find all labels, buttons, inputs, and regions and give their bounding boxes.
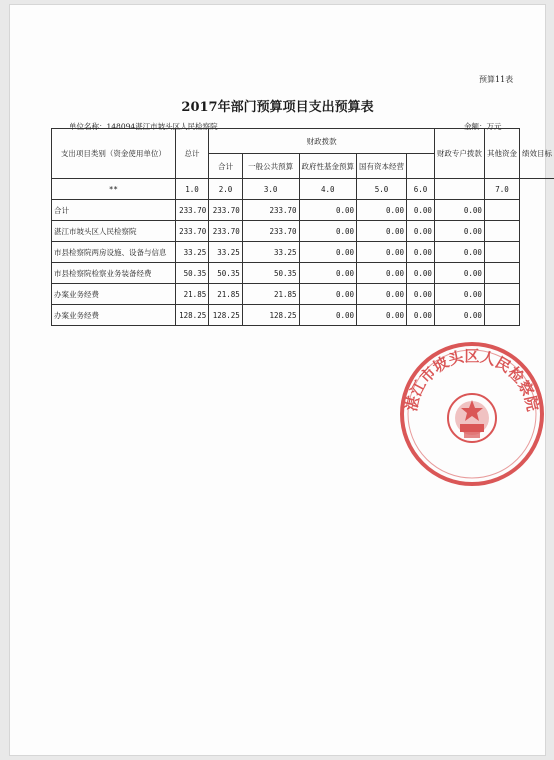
row-name: 湛江市坡头区人民检察院 — [52, 221, 176, 242]
code-cell: 4.0 — [299, 179, 357, 200]
cell-general: 233.70 — [242, 200, 299, 221]
code-cell: 1.0 — [175, 179, 209, 200]
code-cell — [434, 179, 484, 200]
cell-special: 0.00 — [407, 263, 435, 284]
row-name: 合计 — [52, 200, 176, 221]
cell-perf — [484, 284, 519, 305]
cell-gov-fund: 0.00 — [299, 200, 357, 221]
cell-total: 128.25 — [175, 305, 209, 326]
table-row — [52, 200, 554, 221]
code-cell: 5.0 — [357, 179, 407, 200]
header-row-1 — [52, 129, 554, 154]
cell-subtotal: 233.70 — [209, 200, 243, 221]
cell-other: 0.00 — [434, 263, 484, 284]
header-general: 一般公共预算 — [242, 154, 299, 179]
code-cell: 7.0 — [484, 179, 519, 200]
header-category: 支出项目类别（资金使用单位） — [52, 129, 176, 179]
cell-special: 0.00 — [407, 305, 435, 326]
table-row — [52, 263, 554, 284]
cell-general: 233.70 — [242, 221, 299, 242]
header-fiscal: 财政拨款 — [209, 129, 435, 154]
cell-gov-fund: 0.00 — [299, 305, 357, 326]
cell-general: 33.25 — [242, 242, 299, 263]
cell-subtotal: 233.70 — [209, 221, 243, 242]
header-gov-fund: 政府性基金预算 — [299, 154, 357, 179]
row-name: 办案业务经费 — [52, 284, 176, 305]
cell-perf — [484, 305, 519, 326]
header-subtotal: 合计 — [209, 154, 243, 179]
cell-total: 21.85 — [175, 284, 209, 305]
cell-other: 0.00 — [434, 284, 484, 305]
budget-table — [51, 128, 554, 326]
code-row — [52, 179, 554, 200]
cell-perf — [484, 263, 519, 284]
cell-special: 0.00 — [407, 284, 435, 305]
cell-other: 0.00 — [434, 200, 484, 221]
cell-general: 50.35 — [242, 263, 299, 284]
row-name: 市县检察院检察业务装备经费 — [52, 263, 176, 284]
cell-gov-fund: 0.00 — [299, 221, 357, 242]
cell-total: 233.70 — [175, 221, 209, 242]
cell-perf — [484, 200, 519, 221]
header-total: 总计 — [175, 129, 209, 179]
cell-subtotal: 21.85 — [209, 284, 243, 305]
cell-subtotal: 50.35 — [209, 263, 243, 284]
code-cell: 6.0 — [407, 179, 435, 200]
cell-total: 50.35 — [175, 263, 209, 284]
cell-special: 0.00 — [407, 221, 435, 242]
cell-gov-fund: 0.00 — [299, 263, 357, 284]
row-name: 办案业务经费 — [52, 305, 176, 326]
row-name: 市县检察院两房设施、设备与信息 — [52, 242, 176, 263]
cell-other: 0.00 — [434, 305, 484, 326]
table-row — [52, 221, 554, 242]
cell-general: 128.25 — [242, 305, 299, 326]
header-special: 财政专户拨款 — [434, 129, 484, 179]
national-emblem-icon — [448, 394, 496, 442]
cell-gov-fund: 0.00 — [299, 242, 357, 263]
seal-text: 湛江市坡头区人民检察院 — [402, 347, 542, 413]
header-other: 其他资金 — [484, 129, 519, 179]
cell-other: 0.00 — [434, 221, 484, 242]
code-cell: 2.0 — [209, 179, 243, 200]
amount-unit: 金额：万元 — [464, 122, 502, 131]
cell-total: 33.25 — [175, 242, 209, 263]
header-perf: 绩效目标 — [520, 129, 554, 179]
cell-capital: 0.00 — [357, 263, 407, 284]
cell-special: 0.00 — [407, 200, 435, 221]
header-capital: 国有资本经营 — [357, 154, 407, 179]
cell-subtotal: 128.25 — [209, 305, 243, 326]
official-seal — [396, 338, 548, 490]
cell-perf — [484, 242, 519, 263]
cell-capital: 0.00 — [357, 221, 407, 242]
page-title: 2017年部门预算项目支出预算表 — [181, 100, 374, 115]
table-row — [52, 284, 554, 305]
cell-gov-fund: 0.00 — [299, 284, 357, 305]
cell-capital: 0.00 — [357, 200, 407, 221]
cell-capital: 0.00 — [357, 242, 407, 263]
cell-perf — [484, 221, 519, 242]
cell-capital: 0.00 — [357, 305, 407, 326]
cell-special: 0.00 — [407, 242, 435, 263]
cell-subtotal: 33.25 — [209, 242, 243, 263]
code-cell: 3.0 — [242, 179, 299, 200]
unit-name: 单位名称：148094湛江市坡头区人民检察院 — [69, 122, 218, 131]
cell-general: 21.85 — [242, 284, 299, 305]
doc-number: 预算11表 — [479, 75, 514, 84]
cell-capital: 0.00 — [357, 284, 407, 305]
cell-other: 0.00 — [434, 242, 484, 263]
cell-total: 233.70 — [175, 200, 209, 221]
table-row — [52, 242, 554, 263]
table-row — [52, 305, 554, 326]
code-cell: ** — [52, 179, 176, 200]
